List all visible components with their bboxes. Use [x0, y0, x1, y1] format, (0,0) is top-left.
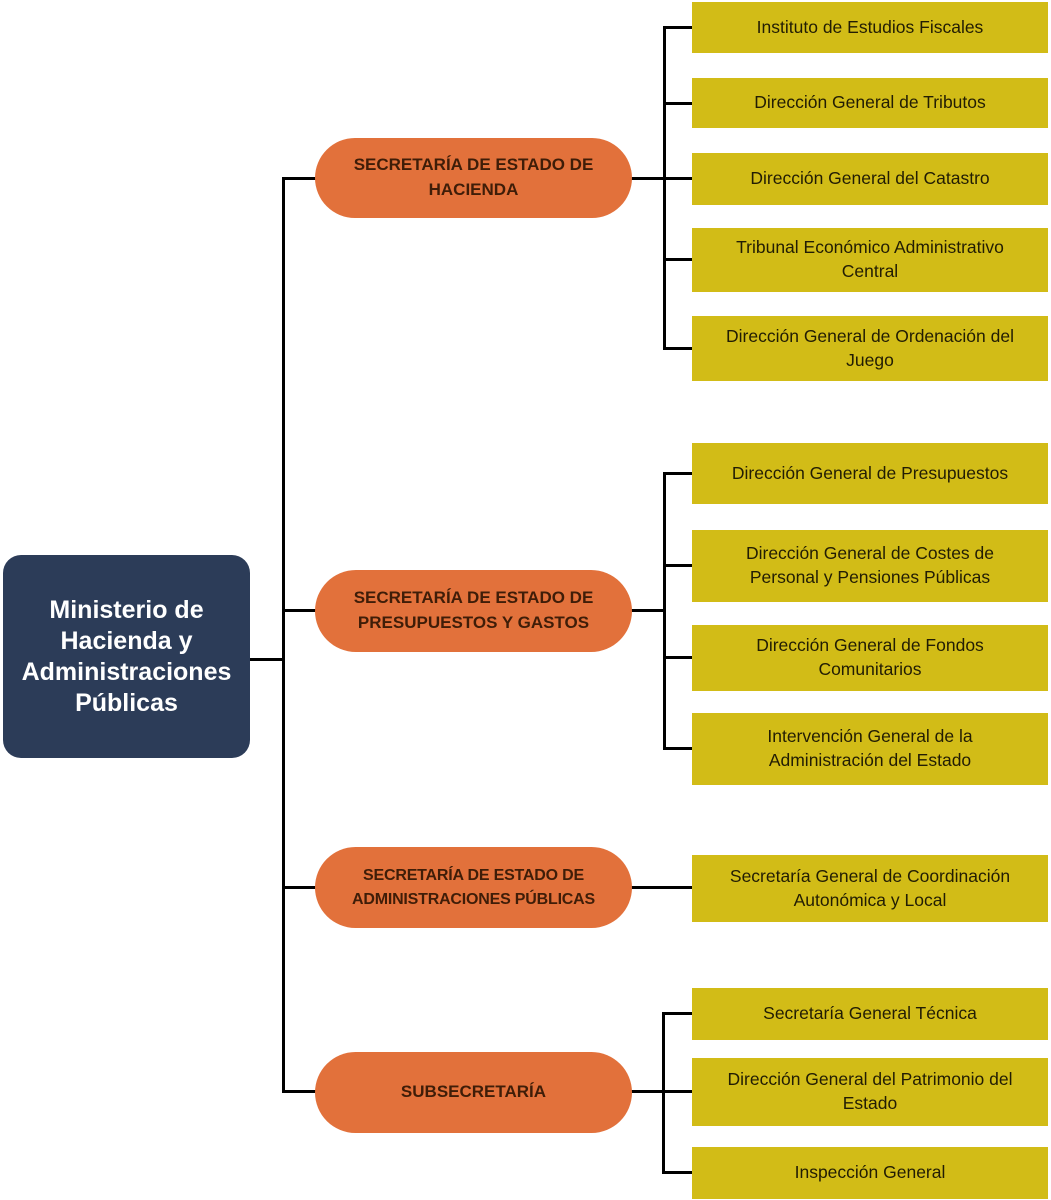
connector-branch1-trunk — [663, 26, 666, 350]
org-node-dg-tributos: Dirección General de Tributos — [692, 78, 1048, 128]
org-node-secretaria-estado-presupuestos-gastos: SECRETARÍA DE ESTADO DE PRESUPUESTOS Y GASTOS — [315, 570, 632, 652]
org-node-tribunal-economico-administrativo-central: Tribunal Económico Administrativo Central — [692, 228, 1048, 292]
connector-branch1-stub — [284, 177, 316, 180]
connector-branch3-stub — [284, 886, 316, 889]
connector-child-stub — [664, 564, 692, 567]
connector-branch2-stub — [284, 609, 316, 612]
org-node-ministerio: Ministerio de Hacienda y Administraciones Públicas — [3, 555, 250, 758]
org-node-secretaria-estado-administraciones-publicas: SECRETARÍA DE ESTADO DE ADMINISTRACIONES PÚBLICAS — [315, 847, 632, 928]
connector-child-stub — [664, 26, 692, 29]
connector-child-stub — [664, 747, 692, 750]
org-node-dg-costes-personal-pensiones: Dirección General de Costes de Personal y Pensiones Públicas — [692, 530, 1048, 602]
org-node-dg-patrimonio-estado: Dirección General del Patrimonio del Estado — [692, 1058, 1048, 1126]
connector-branch2-trunk — [663, 472, 666, 750]
org-node-subsecretaria: SUBSECRETARÍA — [315, 1052, 632, 1133]
connector-child-stub — [664, 656, 692, 659]
org-node-dg-catastro: Dirección General del Catastro — [692, 153, 1048, 205]
connector-branch3-out — [631, 886, 692, 889]
connector-branch2-out — [631, 609, 666, 612]
org-node-instituto-estudios-fiscales: Instituto de Estudios Fiscales — [692, 2, 1048, 53]
connector-ministry-trunk — [250, 658, 284, 661]
connector-branch4-stub — [284, 1090, 318, 1093]
connector-child-stub — [664, 472, 692, 475]
connector-branch1-out — [631, 177, 692, 180]
org-node-inspeccion-general: Inspección General — [692, 1147, 1048, 1199]
connector-child-stub — [664, 102, 692, 105]
org-node-sg-tecnica: Secretaría General Técnica — [692, 988, 1048, 1040]
org-node-intervencion-general-administracion-estado: Intervención General de la Administración del Estado — [692, 713, 1048, 785]
connector-child-stub — [663, 1012, 692, 1015]
org-node-dg-fondos-comunitarios: Dirección General de Fondos Comunitarios — [692, 625, 1048, 691]
org-node-dg-ordenacion-juego: Dirección General de Ordenación del Juego — [692, 316, 1048, 381]
org-node-dg-presupuestos: Dirección General de Presupuestos — [692, 443, 1048, 504]
connector-child-stub — [664, 347, 692, 350]
org-node-sg-coordinacion-autonomica-local: Secretaría General de Coordinación Autonómica y Local — [692, 855, 1048, 922]
org-node-secretaria-estado-hacienda: SECRETARÍA DE ESTADO DE HACIENDA — [315, 138, 632, 218]
connector-branch4-trunk — [662, 1012, 665, 1174]
connector-child-stub — [664, 258, 692, 261]
connector-child-stub — [663, 1171, 692, 1174]
connector-main-trunk — [282, 177, 285, 1093]
